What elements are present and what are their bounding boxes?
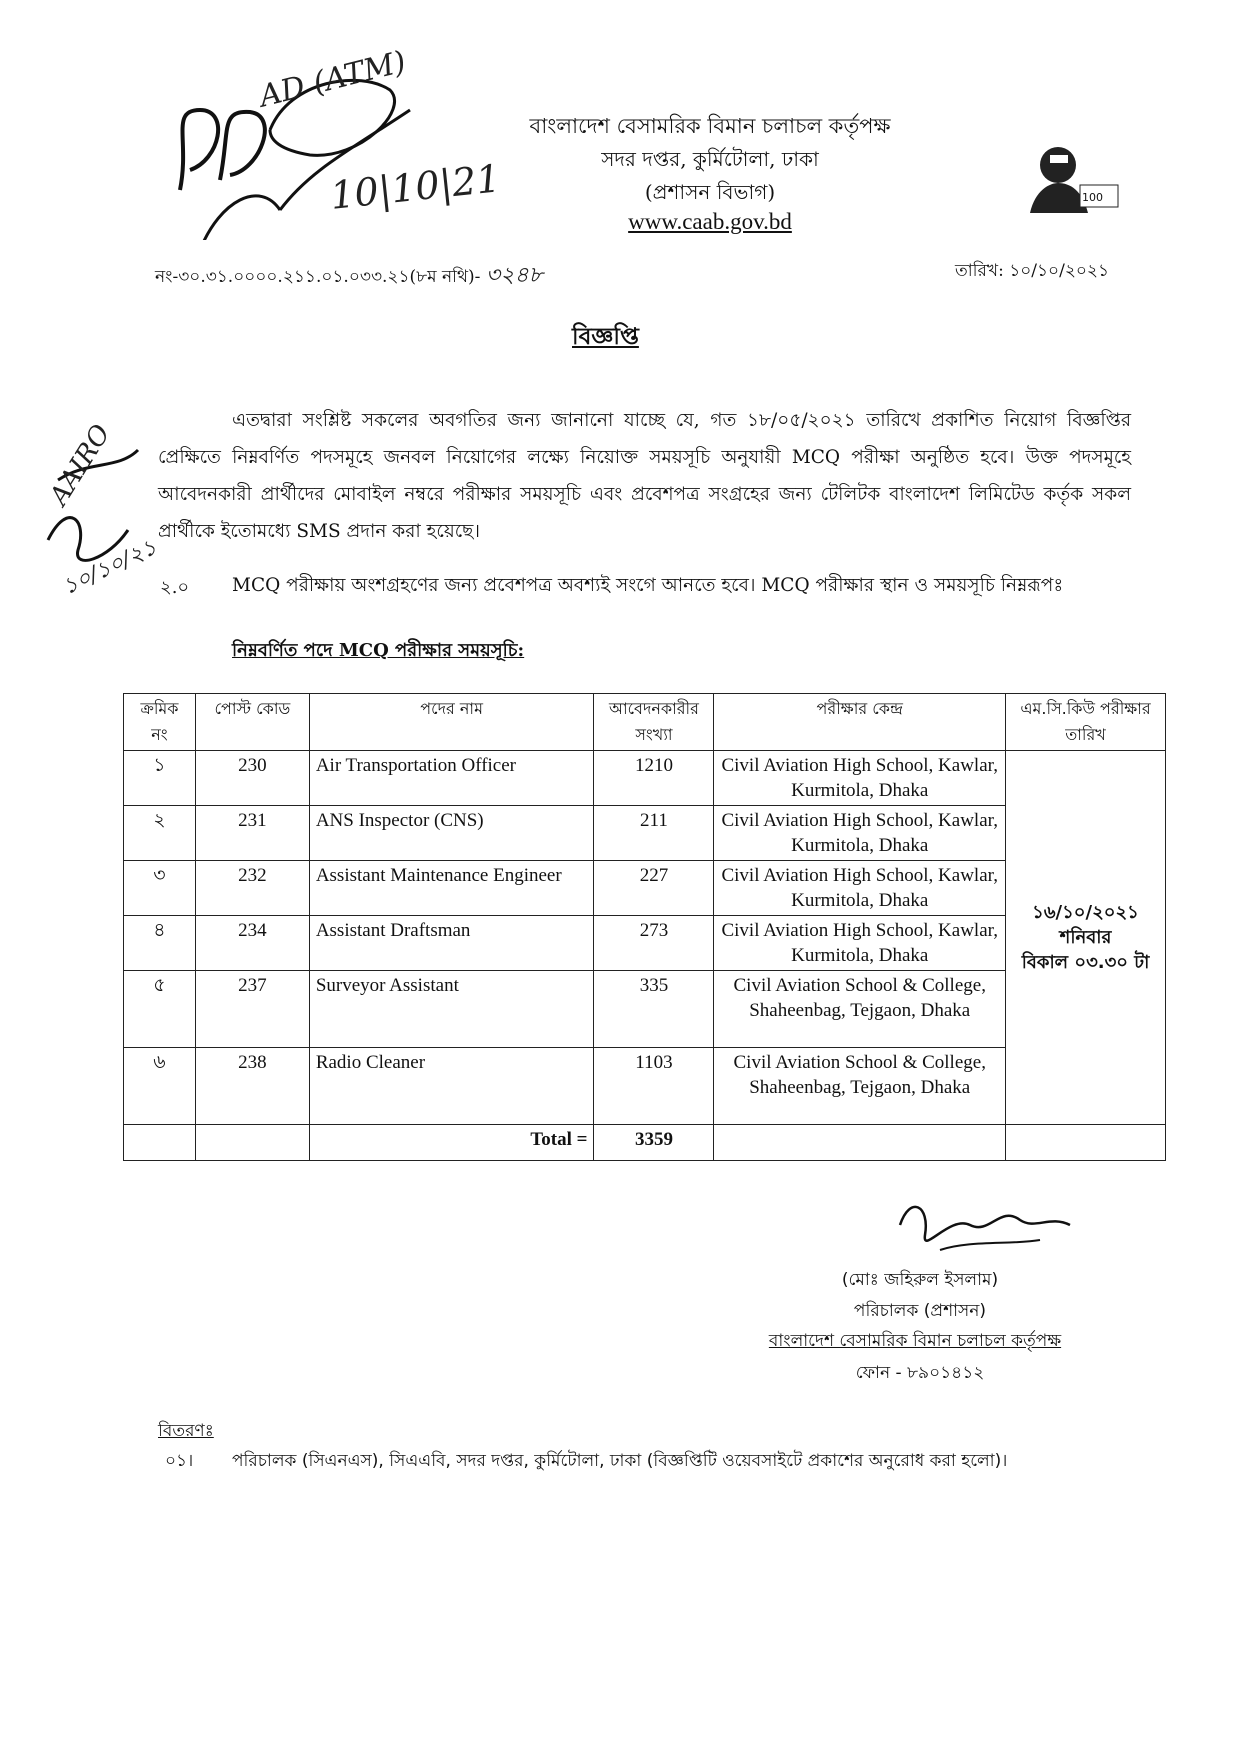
org-name: বাংলাদেশ বেসামরিক বিমান চলাচল কর্তৃপক্ষ xyxy=(529,114,891,138)
distribution-item-text: পরিচালক (সিএনএস), সিএএবি, সদর দপ্তর, কুর্মিটোলা, ঢাকা (বিজ্ঞপ্তিটি ওয়েবসাইটে প্রকাশের অনুরোধ করা হলো)। xyxy=(232,1451,1008,1471)
cell-serial: ১ xyxy=(124,751,196,806)
col-header-applicants: আবেদনকারীর সংখ্যা xyxy=(594,694,714,751)
col-header-exam-center: পরীক্ষার কেন্দ্র xyxy=(714,694,1006,751)
cell-applicants: 211 xyxy=(594,806,714,861)
cell-post-code: 238 xyxy=(195,1048,309,1125)
cell-post-code: 231 xyxy=(195,806,309,861)
para2-number: ২.০ xyxy=(160,577,190,598)
exam-time: বিকাল ০৩.৩০ টা xyxy=(1021,952,1150,973)
cell-exam-date xyxy=(1006,751,1166,1125)
cell-post-code: 230 xyxy=(195,751,309,806)
cell-exam-center: Civil Aviation High School, Kawlar, Kurmitola, Dhaka xyxy=(714,806,1006,861)
table-header-row xyxy=(124,694,1166,751)
col-header-post-name: পদের নাম xyxy=(309,694,594,751)
division-name: (প্রশাসন বিভাগ) xyxy=(644,180,776,204)
cell-post-name: ANS Inspector (CNS) xyxy=(309,806,594,861)
cell-exam-center: Civil Aviation School & College, Shaheenbag, Tejgaon, Dhaka xyxy=(714,971,1006,1048)
exam-date: ১৬/১০/২০২১ xyxy=(1032,902,1139,923)
signatory-phone: ফোন - ৮৯০১৪১২ xyxy=(855,1363,985,1383)
handwritten-side-date: ১০/১০/২১ xyxy=(59,535,161,601)
cell-applicants: 227 xyxy=(594,861,714,916)
handwritten-side-note: AAIRO xyxy=(44,419,117,511)
cell-post-name: Air Transportation Officer xyxy=(309,751,594,806)
table-total-row xyxy=(124,1125,1166,1161)
memo-date: তারিখ: ১০/১০/২০২১ xyxy=(955,261,1110,281)
cell-serial: ২ xyxy=(124,806,196,861)
cell-applicants: 335 xyxy=(594,971,714,1048)
cell-exam-center: Civil Aviation School & College, Shaheenbag, Tejgaon, Dhaka xyxy=(714,1048,1006,1125)
total-label: Total = xyxy=(309,1125,594,1161)
handwritten-signature xyxy=(880,1195,1080,1265)
col-header-post-code: পোস্ট কোড xyxy=(195,694,309,751)
body-paragraph-2: MCQ পরীক্ষায় অংশগ্রহণের জন্য প্রবেশপত্র অবশ্যই সংগে আনতে হবে। MCQ পরীক্ষার স্থান ও সময়সূচি নিম্নরূপঃ xyxy=(232,575,1064,596)
cell-serial: ৩ xyxy=(124,861,196,916)
distribution-item-number: ০১। xyxy=(165,1451,194,1471)
cell-applicants: 273 xyxy=(594,916,714,971)
cell-post-code: 237 xyxy=(195,971,309,1048)
cell-exam-center: Civil Aviation High School, Kawlar, Kurmitola, Dhaka xyxy=(714,861,1006,916)
cell-exam-center: Civil Aviation High School, Kawlar, Kurmitola, Dhaka xyxy=(714,751,1006,806)
cell-post-name: Surveyor Assistant xyxy=(309,971,594,1048)
signatory-designation: পরিচালক (প্রশাসন) xyxy=(853,1301,987,1321)
website-link[interactable]: www.caab.gov.bd xyxy=(628,209,792,234)
cell-applicants: 1210 xyxy=(594,751,714,806)
memo-handwritten-suffix: ৩২৪৮ xyxy=(485,263,543,288)
col-header-serial: ক্রমিক নং xyxy=(124,694,196,751)
notice-title: বিজ্ঞপ্তি xyxy=(572,323,639,350)
cell-post-name: Radio Cleaner xyxy=(309,1048,594,1125)
signatory-name: (মোঃ জহিরুল ইসলাম) xyxy=(841,1270,999,1290)
cell-post-code: 232 xyxy=(195,861,309,916)
mujib-borsho-logo xyxy=(1010,135,1125,215)
table-title: নিম্নবর্ণিত পদে MCQ পরীক্ষার সময়সূচি: xyxy=(232,640,525,661)
cell-serial: ৬ xyxy=(124,1048,196,1125)
distribution-label: বিতরণঃ xyxy=(158,1421,214,1441)
exam-schedule-table xyxy=(123,693,1166,1161)
cell-applicants: 1103 xyxy=(594,1048,714,1125)
cell-post-name: Assistant Maintenance Engineer xyxy=(309,861,594,916)
total-value: 3359 xyxy=(594,1125,714,1161)
cell-serial: ৪ xyxy=(124,916,196,971)
cell-post-name: Assistant Draftsman xyxy=(309,916,594,971)
svg-text:100: 100 xyxy=(1082,191,1103,204)
memo-number-text: নং-৩০.৩১.০০০০.২১১.০১.০৩৩.২১(৮ম নথি)- xyxy=(155,267,481,287)
cell-post-code: 234 xyxy=(195,916,309,971)
cell-serial: ৫ xyxy=(124,971,196,1048)
exam-day: শনিবার xyxy=(1059,927,1112,948)
table-row xyxy=(124,751,1166,806)
body-paragraph-1: এতদ্বারা সংশ্লিষ্ট সকলের অবগতির জন্য জানানো যাচ্ছে যে, গত ১৮/০৫/২০২১ তারিখে প্রকাশিত নিয়োগ বিজ্ঞপ্তির প্রেক্ষিতে নিম্নবর্ণিত পদসমূহে জনবল নিয়োগের লক্ষ্যে নিয়োক্ত সময়সূচি অনুযায়ী MCQ পরীক্ষা অনুষ্ঠিত হবে। উক্ত পদসমূহে আবেদনকারী প্রার্থীদের মোবাইল নম্বরে পরীক্ষার সময়সূচি এবং প্রবেশপত্র সংগ্রহের জন্য টেলিটক বাংলাদেশ লিমিটেড কর্তৃক সকল প্রার্থীকে ইতোমধ্যে SMS প্রদান করা হয়েছে। xyxy=(158,410,1131,542)
handwritten-top-note: AD (ATM) xyxy=(255,44,410,115)
memo-number xyxy=(155,258,543,295)
office-address: সদর দপ্তর, কুর্মিটোলা, ঢাকা xyxy=(601,147,819,171)
cell-exam-center: Civil Aviation High School, Kawlar, Kurmitola, Dhaka xyxy=(714,916,1006,971)
handwritten-top-date: 10|10|21 xyxy=(328,156,503,218)
signatory-org: বাংলাদেশ বেসামরিক বিমান চলাচল কর্তৃপক্ষ xyxy=(768,1331,1062,1351)
col-header-exam-date: এম.সি.কিউ পরীক্ষার তারিখ xyxy=(1006,694,1166,751)
